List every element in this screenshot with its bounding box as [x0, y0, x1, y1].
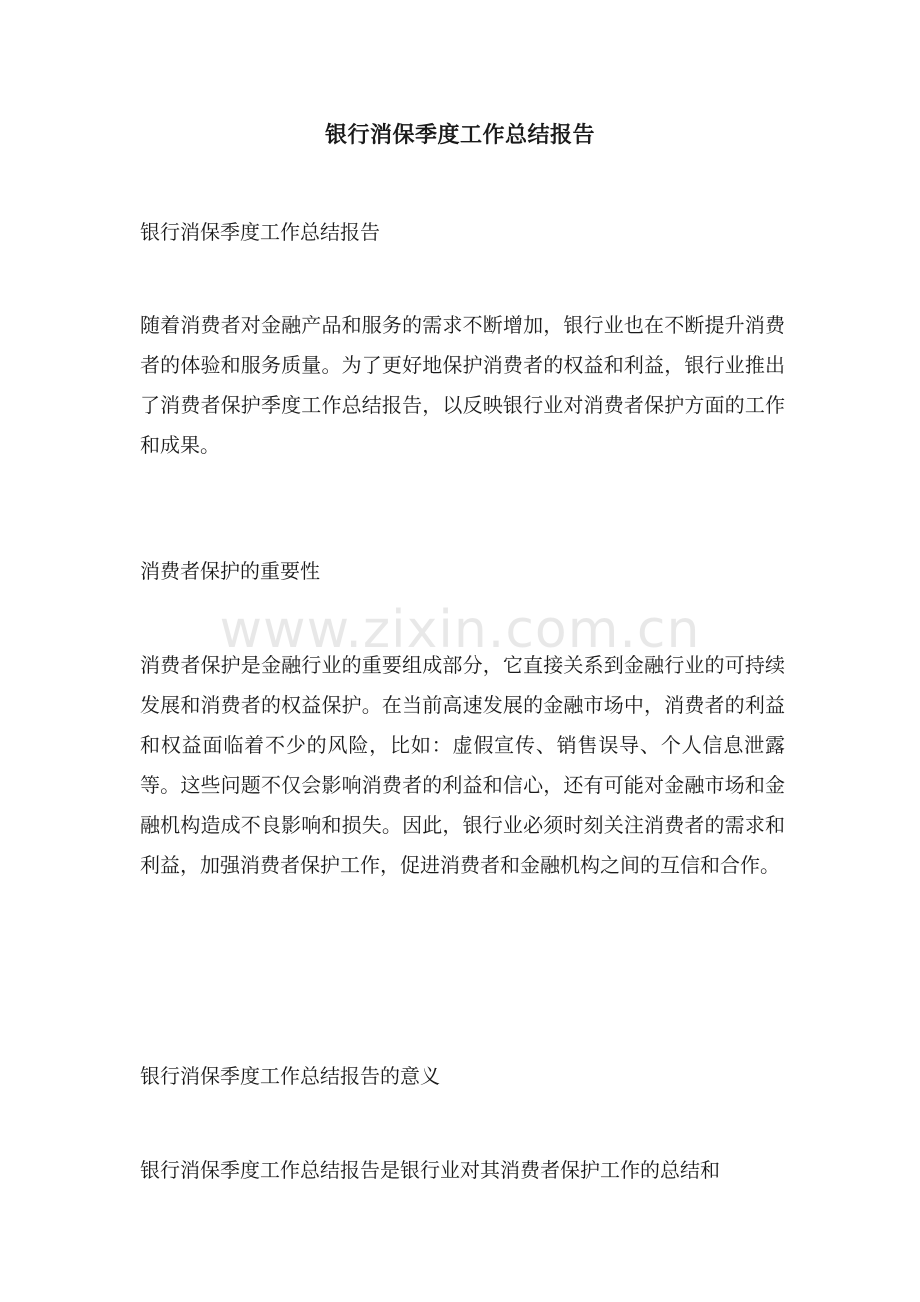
significance-paragraph: 银行消保季度工作总结报告是银行业对其消费者保护工作的总结和	[140, 1158, 720, 1182]
watermark-text: www.zixin.com.cn	[219, 600, 701, 660]
importance-paragraph: 消费者保护是金融行业的重要组成部分，它直接关系到金融行业的可持续发展和消费者的权益保护。在当前高速发展的金融市场中，消费者的利益和权益面临着不少的风险，比如：虚假宣传、销售误导、个人信息泄露等。这些问题不仅会影响消费者的利益和信心，还有可能对金融市场和金融机构造成不良影响和损失。因此，银行业必须时刻关注消费者的需求和利益，加强消费者保护工作，促进消费者和金融机构之间的互信和合作。	[140, 653, 785, 877]
document-title: 银行消保季度工作总结报告	[324, 122, 595, 148]
section-heading-significance: 银行消保季度工作总结报告的意义	[140, 1064, 440, 1088]
intro-paragraph: 随着消费者对金融产品和服务的需求不断增加，银行业也在不断提升消费者的体验和服务质量。为了更好地保护消费者的权益和利益，银行业推出了消费者保护季度工作总结报告，以反映银行业对消费者保护方面的工作和成果。	[140, 313, 785, 457]
section-heading-importance: 消费者保护的重要性	[140, 559, 320, 583]
subtitle-paragraph: 银行消保季度工作总结报告	[140, 220, 380, 244]
